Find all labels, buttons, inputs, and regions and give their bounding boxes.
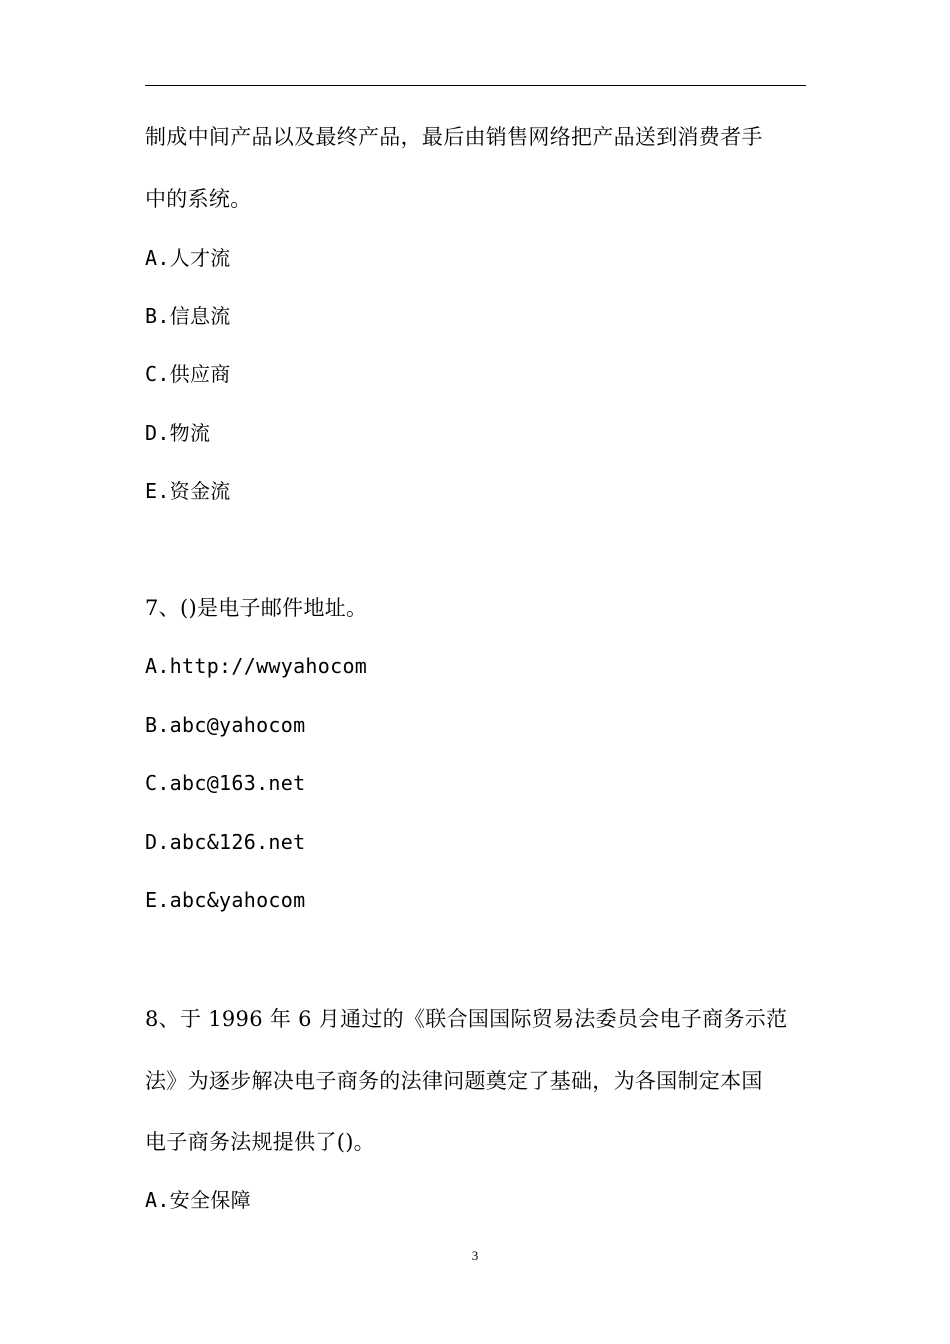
header-rule (145, 85, 806, 86)
question-6-option-e: E.资金流 (145, 479, 231, 503)
question-6-text-line-1: 制成中间产品以及最终产品，最后由销售网络把产品送到消费者手 (145, 125, 763, 149)
question-8-stem-line-3: 电子商务法规提供了()。 (145, 1130, 375, 1154)
question-6-option-c: C.供应商 (145, 362, 231, 386)
question-6-text-line-2: 中的系统。 (145, 187, 252, 211)
question-6-option-a: A.人才流 (145, 246, 231, 270)
question-8-option-a: A.安全保障 (145, 1188, 251, 1212)
question-7-stem: 7、()是电子邮件地址。 (145, 596, 368, 620)
page-number: 3 (471, 1248, 479, 1263)
question-7-option-a: A.http://wwyahocom (145, 654, 368, 678)
question-7-option-d: D.abc&126.net (145, 830, 306, 854)
question-7-option-c: C.abc@163.net (145, 771, 306, 795)
question-7-option-b: B.abc@yahocom (145, 713, 306, 737)
question-6-option-d: D.物流 (145, 421, 211, 445)
question-6-option-b: B.信息流 (145, 304, 231, 328)
question-8-stem-line-2: 法》为逐步解决电子商务的法律问题奠定了基础，为各国制定本国 (145, 1069, 763, 1093)
question-7-option-e: E.abc&yahocom (145, 888, 306, 912)
question-8-stem-line-1: 8、于 1996 年 6 月通过的《联合国国际贸易法委员会电子商务示范 (145, 1007, 788, 1031)
